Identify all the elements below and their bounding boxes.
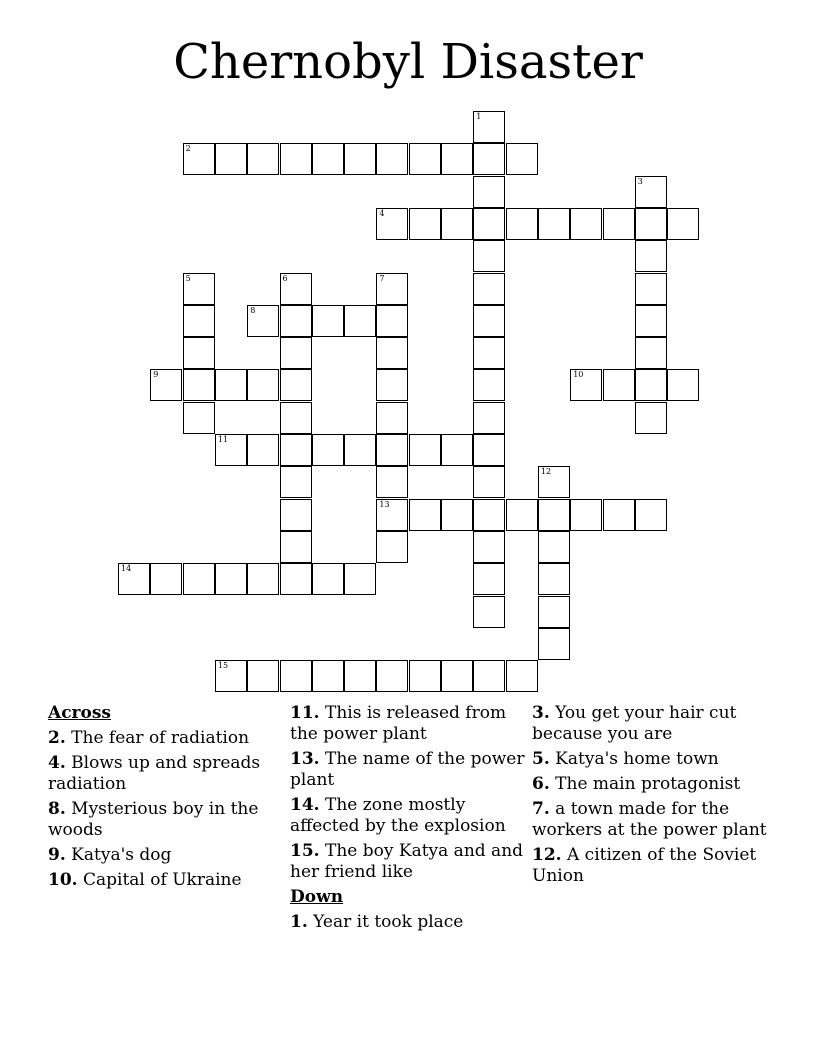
- grid-cell[interactable]: [473, 337, 505, 369]
- grid-cell[interactable]: [344, 305, 376, 337]
- grid-cell[interactable]: [183, 143, 215, 175]
- across-heading: Across: [48, 703, 111, 723]
- grid-cell[interactable]: [409, 660, 441, 692]
- grid-cell[interactable]: [247, 660, 279, 692]
- clue-down-1: 1. Year it took place: [290, 912, 464, 932]
- grid-cell[interactable]: [312, 143, 344, 175]
- grid-cell[interactable]: [473, 531, 505, 563]
- grid-cell[interactable]: [280, 402, 312, 434]
- grid-cell[interactable]: [635, 499, 667, 531]
- grid-cell[interactable]: [280, 563, 312, 595]
- grid-cell[interactable]: [538, 499, 570, 531]
- grid-cell[interactable]: [506, 208, 538, 240]
- grid-cell[interactable]: [376, 369, 408, 401]
- grid-cell[interactable]: [473, 499, 505, 531]
- grid-cell[interactable]: [247, 563, 279, 595]
- clue-across-14: 14. The zone mostly affected by the explosion: [290, 795, 506, 836]
- grid-cell[interactable]: [280, 499, 312, 531]
- grid-cell[interactable]: [635, 305, 667, 337]
- grid-cell[interactable]: [441, 143, 473, 175]
- grid-cell[interactable]: [183, 337, 215, 369]
- grid-cell[interactable]: [603, 369, 635, 401]
- grid-cell[interactable]: [344, 143, 376, 175]
- grid-cell[interactable]: [247, 369, 279, 401]
- clue-across-13: 13. The name of the power plant: [290, 749, 525, 790]
- grid-cell[interactable]: [603, 208, 635, 240]
- grid-cell[interactable]: [215, 563, 247, 595]
- clue-down-5: 5. Katya's home town: [532, 749, 719, 769]
- grid-cell[interactable]: [312, 434, 344, 466]
- grid-cell[interactable]: [280, 143, 312, 175]
- grid-cell[interactable]: [441, 434, 473, 466]
- grid-cell[interactable]: [183, 305, 215, 337]
- grid-cell[interactable]: [376, 499, 408, 531]
- clue-across-2: 2. The fear of radiation: [48, 728, 250, 748]
- grid-cell[interactable]: [280, 305, 312, 337]
- grid-cell[interactable]: [118, 563, 150, 595]
- grid-cell[interactable]: [215, 660, 247, 692]
- grid-cell[interactable]: [247, 434, 279, 466]
- grid-cell[interactable]: [441, 499, 473, 531]
- clues-column-1: [48, 703, 288, 895]
- grid-cell[interactable]: [635, 240, 667, 272]
- grid-cell[interactable]: [473, 305, 505, 337]
- grid-cell[interactable]: [150, 563, 182, 595]
- grid-cell[interactable]: [603, 499, 635, 531]
- grid-cell[interactable]: [570, 208, 602, 240]
- grid-cell[interactable]: [473, 111, 505, 143]
- grid-cell[interactable]: [247, 143, 279, 175]
- grid-cell[interactable]: [473, 563, 505, 595]
- clue-down-3: 3. You get your hair cut because you are: [532, 703, 737, 744]
- clue-down-6: 6. The main protagonist: [532, 774, 741, 794]
- grid-cell[interactable]: [376, 402, 408, 434]
- grid-cell[interactable]: [344, 434, 376, 466]
- grid-cell[interactable]: [312, 660, 344, 692]
- grid-cell[interactable]: [280, 273, 312, 305]
- grid-cell[interactable]: [183, 369, 215, 401]
- grid-cell[interactable]: [376, 434, 408, 466]
- clue-number: 12: [540, 467, 552, 477]
- grid-cell[interactable]: [667, 208, 699, 240]
- clues-column-2: [290, 703, 525, 937]
- grid-cell[interactable]: [280, 531, 312, 563]
- grid-cell[interactable]: [376, 273, 408, 305]
- grid-cell[interactable]: [538, 208, 570, 240]
- grid-cell[interactable]: [376, 208, 408, 240]
- grid-cell[interactable]: [538, 531, 570, 563]
- grid-cell[interactable]: [183, 273, 215, 305]
- grid-cell[interactable]: [473, 466, 505, 498]
- grid-cell[interactable]: [409, 499, 441, 531]
- grid-cell[interactable]: [280, 369, 312, 401]
- grid-cell[interactable]: [473, 434, 505, 466]
- grid-cell[interactable]: [635, 176, 667, 208]
- grid-cell[interactable]: [280, 434, 312, 466]
- grid-cell[interactable]: [635, 337, 667, 369]
- grid-cell[interactable]: [247, 305, 279, 337]
- grid-cell[interactable]: [473, 369, 505, 401]
- grid-cell[interactable]: [344, 660, 376, 692]
- clue-number: 4: [379, 208, 385, 218]
- grid-cell[interactable]: [473, 273, 505, 305]
- clue-number: 2: [185, 144, 191, 154]
- grid-cell[interactable]: [538, 563, 570, 595]
- clue-number: 13: [379, 499, 390, 509]
- grid-cell[interactable]: [473, 240, 505, 272]
- clue-across-11: 11. This is released from the power plant: [290, 703, 507, 744]
- grid-cell[interactable]: [376, 660, 408, 692]
- grid-cell[interactable]: [312, 563, 344, 595]
- grid-cell[interactable]: [473, 208, 505, 240]
- grid-cell[interactable]: [506, 499, 538, 531]
- grid-cell[interactable]: [667, 369, 699, 401]
- clue-number: 8: [250, 305, 256, 315]
- clue-number: 14: [121, 564, 132, 574]
- grid-cell[interactable]: [376, 466, 408, 498]
- grid-cell[interactable]: [506, 143, 538, 175]
- grid-cell[interactable]: [376, 143, 408, 175]
- clues-column-3: [532, 703, 772, 891]
- clue-number: 10: [573, 370, 584, 380]
- grid-cell[interactable]: [473, 596, 505, 628]
- clue-across-10: 10. Capital of Ukraine: [48, 870, 242, 890]
- grid-cell[interactable]: [538, 466, 570, 498]
- grid-cell[interactable]: [538, 596, 570, 628]
- grid-cell[interactable]: [570, 499, 602, 531]
- grid-cell[interactable]: [506, 660, 538, 692]
- page-title: Chernobyl Disaster: [173, 34, 643, 90]
- grid-cell[interactable]: [473, 176, 505, 208]
- grid-cell[interactable]: [635, 208, 667, 240]
- grid-cell[interactable]: [538, 628, 570, 660]
- grid-cell[interactable]: [409, 143, 441, 175]
- grid-cell[interactable]: [280, 466, 312, 498]
- grid-cell[interactable]: [409, 208, 441, 240]
- grid-cell[interactable]: [215, 143, 247, 175]
- grid-cell[interactable]: [635, 273, 667, 305]
- grid-cell[interactable]: [635, 369, 667, 401]
- grid-cell[interactable]: [183, 402, 215, 434]
- clue-number: 15: [217, 661, 229, 671]
- grid-cell[interactable]: [150, 369, 182, 401]
- grid-cell[interactable]: [376, 337, 408, 369]
- grid-cell[interactable]: [635, 402, 667, 434]
- grid-cell[interactable]: [215, 369, 247, 401]
- down-heading: Down: [290, 887, 344, 907]
- clue-across-15: 15. The boy Katya and and her friend like: [290, 841, 524, 882]
- grid-cell[interactable]: [441, 660, 473, 692]
- clue-down-12: 12. A citizen of the Soviet Union: [532, 845, 757, 886]
- grid-cell[interactable]: [376, 531, 408, 563]
- grid-cell[interactable]: [570, 369, 602, 401]
- grid-cell[interactable]: [473, 402, 505, 434]
- grid-cell[interactable]: [344, 563, 376, 595]
- grid-cell[interactable]: [441, 208, 473, 240]
- clue-number: 11: [217, 435, 229, 444]
- clue-number: 1: [476, 112, 482, 121]
- grid-cell[interactable]: [312, 305, 344, 337]
- grid-cell[interactable]: [280, 337, 312, 369]
- clue-across-8: 8. Mysterious boy in the woods: [48, 799, 259, 840]
- clue-across-4: 4. Blows up and spreads radiation: [48, 753, 261, 794]
- grid-cell[interactable]: [473, 143, 505, 175]
- grid-cell[interactable]: [215, 434, 247, 466]
- clue-down-7: 7. a town made for the workers at the power plant: [532, 799, 767, 840]
- clue-across-9: 9. Katya's dog: [48, 845, 172, 865]
- clue-number: 5: [185, 273, 191, 283]
- grid-cell[interactable]: [183, 563, 215, 595]
- clue-number: 9: [153, 370, 159, 380]
- grid-cell[interactable]: [280, 660, 312, 692]
- grid-cell[interactable]: [409, 434, 441, 466]
- grid-cell[interactable]: [473, 660, 505, 692]
- grid-cell[interactable]: [376, 305, 408, 337]
- clue-number: 3: [637, 176, 643, 186]
- clue-number: 7: [379, 273, 385, 283]
- clue-number: 6: [282, 273, 288, 283]
